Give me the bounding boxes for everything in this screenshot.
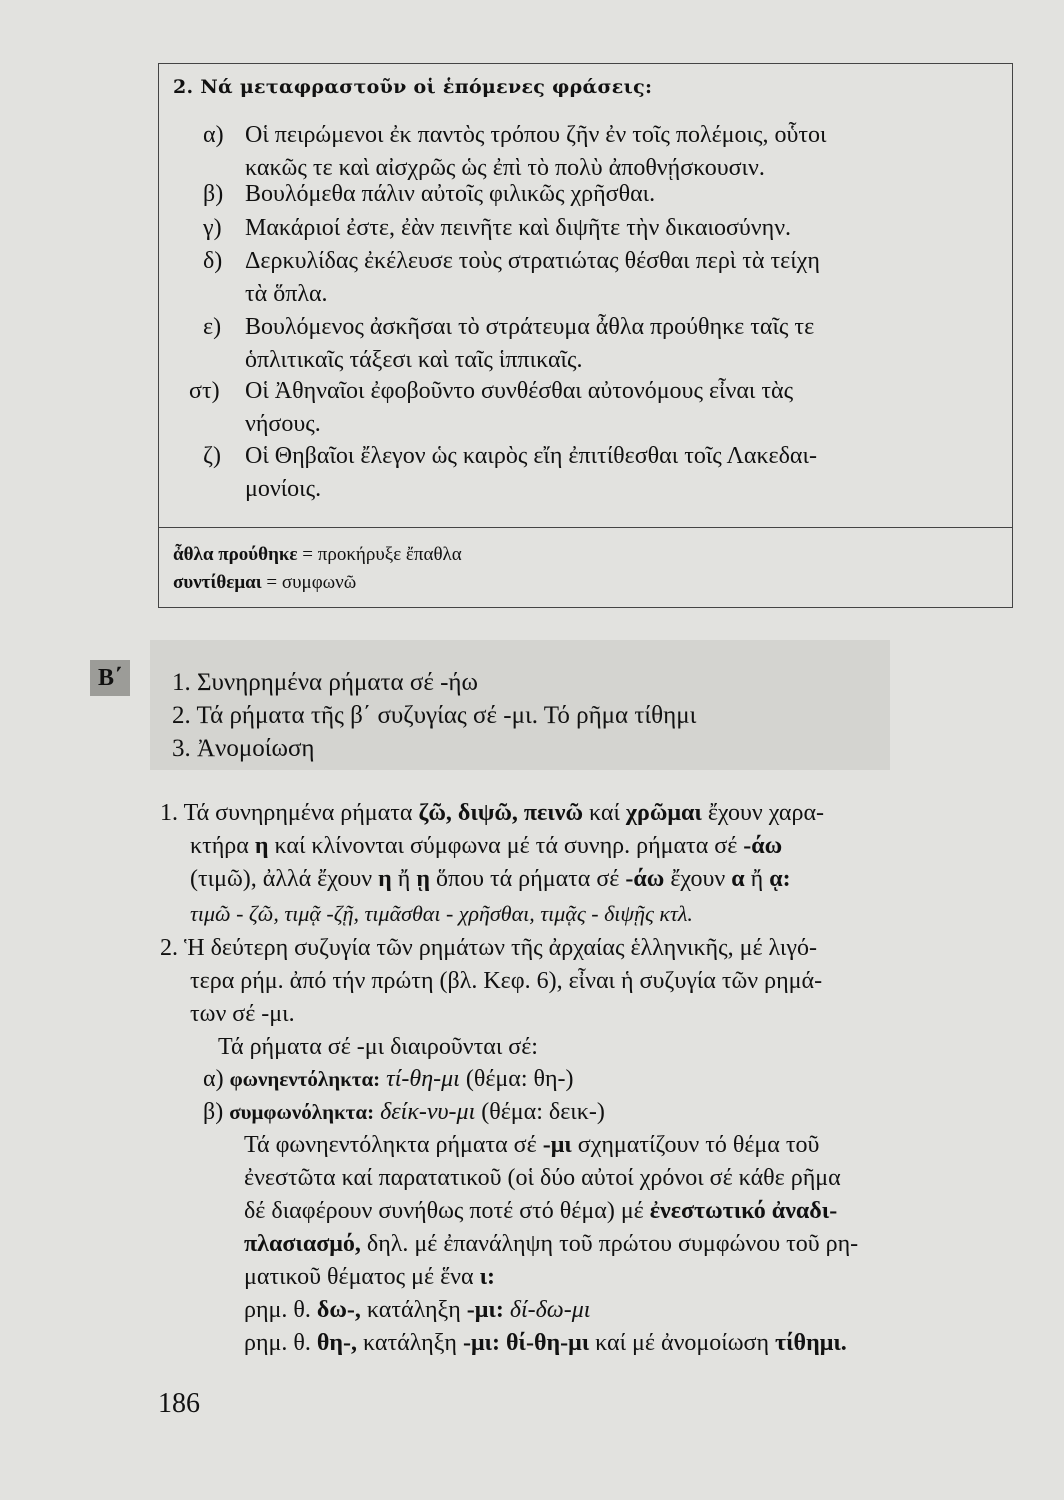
text-run: δί-δω-μι [503,1297,591,1323]
text-run: ἤ [744,866,770,892]
item-line: Βουλόμεθα πάλιν αὐτοῖς φιλικῶς χρῆσθαι. [245,181,656,207]
text-run: χρῶμαι [625,800,702,826]
text-run: η [378,866,392,892]
text-run: ζῶ, διψῶ, πεινῶ [418,800,583,826]
glossary-meaning: προκήρυξε ἔπαθλα [317,544,462,565]
body-line [203,1096,605,1129]
text-run: καί [583,800,626,826]
text-run: 1. Τά συνηρημένα ρήματα [160,800,419,826]
section-topic: 2. Τά ρήματα τῆς β΄ συζυγίας σέ -μι. Τό ρῆμα τίθημι [172,702,697,729]
item-marker: ε) [203,314,222,340]
text-run: δέ διαφέρουν συνήθως ποτέ στό θέμα) μέ [244,1198,650,1224]
text-run: καί μέ ἀνομοίωση [589,1330,776,1356]
text-run: Τά φωνηεντόληκτα ρήματα σέ [244,1132,543,1158]
item-marker: δ) [203,248,223,274]
glossary-meaning: συμφωνῶ [281,572,357,593]
text-run: (θέμα: θη-) [465,1066,574,1092]
item-line: Δερκυλίδας ἐκέλευσε τοὺς στρατιώτας θέσθαι περὶ τὰ τείχη [245,248,820,274]
section-badge: B΄ [90,660,130,696]
text-run: -άω [743,833,783,859]
text-run: ρημ. θ. [244,1297,317,1323]
body-line [190,830,782,863]
text-run: -άω [625,866,665,892]
text-run: τίθημι. [775,1330,847,1356]
text-run: -μι: [466,1297,504,1323]
body-line [160,797,824,830]
body-line: Τά ρήματα σέ -μι διαιροῦνται σέ: [218,1034,538,1060]
glossary-separator: = [261,572,282,593]
body-line: των σέ -μι. [190,1001,295,1027]
text-run: κατάληξη [357,1330,463,1356]
text-run: α [731,866,745,892]
item-line: ὁπλιτικαῖς τάξεσι καὶ ταῖς ἱππικαῖς. [245,347,583,373]
body-line: ἐνεστῶτα καί παρατατικοῦ (οἱ δύο αὐτοί χρόνοι σέ κάθε ρῆμα [244,1165,841,1191]
glossary-term: συντίθεμαι [173,572,262,593]
text-run: τί-θη-μι [386,1066,460,1092]
text-run: ματικοῦ θέματος μέ ἕνα [244,1264,480,1290]
glossary-entry [173,569,356,597]
body-line [244,1327,847,1360]
exercise-box [158,63,1013,608]
page-number: 186 [158,1388,200,1419]
body-line: τιμῶ - ζῶ, τιμᾷ -ζῇ, τιμᾶσθαι - χρῆσθαι, τιμᾷς - διψῇς κτλ. [190,901,693,926]
body-line [244,1261,495,1294]
text-run: ἤ [391,866,417,892]
section-topic: 3. Ἀνομοίωση [172,735,315,762]
glossary-separator: = [297,544,318,565]
text-run: ὅπου τά ρήματα σέ [429,866,626,892]
text-run: φωνηεντόληκτα: [229,1067,381,1091]
item-line: μονίοις. [245,476,322,502]
glossary-entry [173,541,462,569]
item-line: Βουλόμενος ἀσκῆσαι τὸ στράτευμα ἆθλα προύθηκε ταῖς τε [245,314,815,340]
item-line: τὰ ὅπλα. [245,281,328,307]
text-run: δω-, [316,1297,361,1323]
text-run: ἔχουν χαρα- [701,800,825,826]
text-run: ῃ [416,866,430,892]
text-run: συμφωνόληκτα: [229,1100,375,1124]
body-line [190,863,791,896]
item-line: Οἱ Ἀθηναῖοι ἐφοβοῦντο συνθέσθαι αὐτονόμους εἶναι τὰς [245,378,794,404]
list-marker: α) [203,1066,224,1092]
text-run: ἐνεστωτικό ἀναδι- [649,1198,838,1224]
item-line: Οἱ πειρώμενοι ἐκ παντὸς τρόπου ζῆν ἐν τοῖς πολέμοις, οὗτοι [245,122,827,148]
text-run: (θέμα: δεικ-) [481,1099,605,1125]
item-marker: στ) [189,378,220,404]
body-line [244,1129,819,1162]
item-marker: β) [203,181,224,207]
text-run: ρημ. θ. [244,1330,317,1356]
item-line: Οἱ Θηβαῖοι ἔλεγον ὡς καιρὸς εἴη ἐπιτίθεσθαι τοῖς Λακεδαι- [245,443,817,469]
item-marker: α) [203,122,224,148]
item-line: κακῶς τε καὶ αἰσχρῶς ὡς ἐπὶ τὸ πολὺ ἀποθνῄσκουσιν. [245,155,765,181]
text-run: η [254,833,269,859]
text-run: κατάληξη [360,1297,467,1323]
text-run: πλασιασμό, [244,1231,361,1257]
body-line [244,1294,590,1327]
text-run: ἔχουν [664,866,732,892]
list-marker: β) [203,1099,224,1125]
item-line: νήσους. [245,411,321,437]
body-line [244,1195,837,1228]
text-run: δηλ. μέ ἐπανάληψη τοῦ πρώτου συμφώνου τοῦ ρη- [360,1231,859,1257]
glossary-term: ἆθλα προύθηκε [173,544,298,565]
body-line: τερα ρήμ. ἀπό τήν πρώτη (βλ. Κεφ. 6), εἶναι ἡ συζυγία τῶν ρημά- [190,968,823,994]
section-topic: 1. Συνηρημένα ρήματα σέ -ήω [172,669,478,696]
glossary-divider [159,527,1012,528]
item-line: Μακάριοί ἐστε, ἐὰν πεινῆτε καὶ διψῆτε τὴν δικαιοσύνην. [245,215,792,241]
text-run: θη-, [316,1330,358,1356]
text-run: -μι [542,1132,572,1158]
text-run: κτήρα [190,833,255,859]
text-run: -μι: θί-θη-μι [462,1330,590,1356]
body-line [203,1063,574,1096]
text-run: δείκ-νυ-μι [380,1099,476,1125]
exercise-title: 2. Νά μεταφραστοῦν οἱ ἑπόμενες φράσεις: [173,76,653,98]
item-marker: ζ) [203,443,221,469]
body-line [244,1228,858,1261]
text-run: σχηματίζουν τό θέμα τοῦ [571,1132,820,1158]
body-line: 2. Ἡ δεύτερη συζυγία τῶν ρημάτων τῆς ἀρχαίας ἑλληνικῆς, μέ λιγό- [160,935,817,961]
text-run: ι: [479,1264,496,1290]
text-run: (τιμῶ), ἀλλά ἔχουν [190,866,379,892]
text-run: καί κλίνονται σύμφωνα μέ τά συνηρ. ρήματα σέ [268,833,744,859]
item-marker: γ) [203,215,222,241]
text-run: ᾳ: [769,866,791,892]
